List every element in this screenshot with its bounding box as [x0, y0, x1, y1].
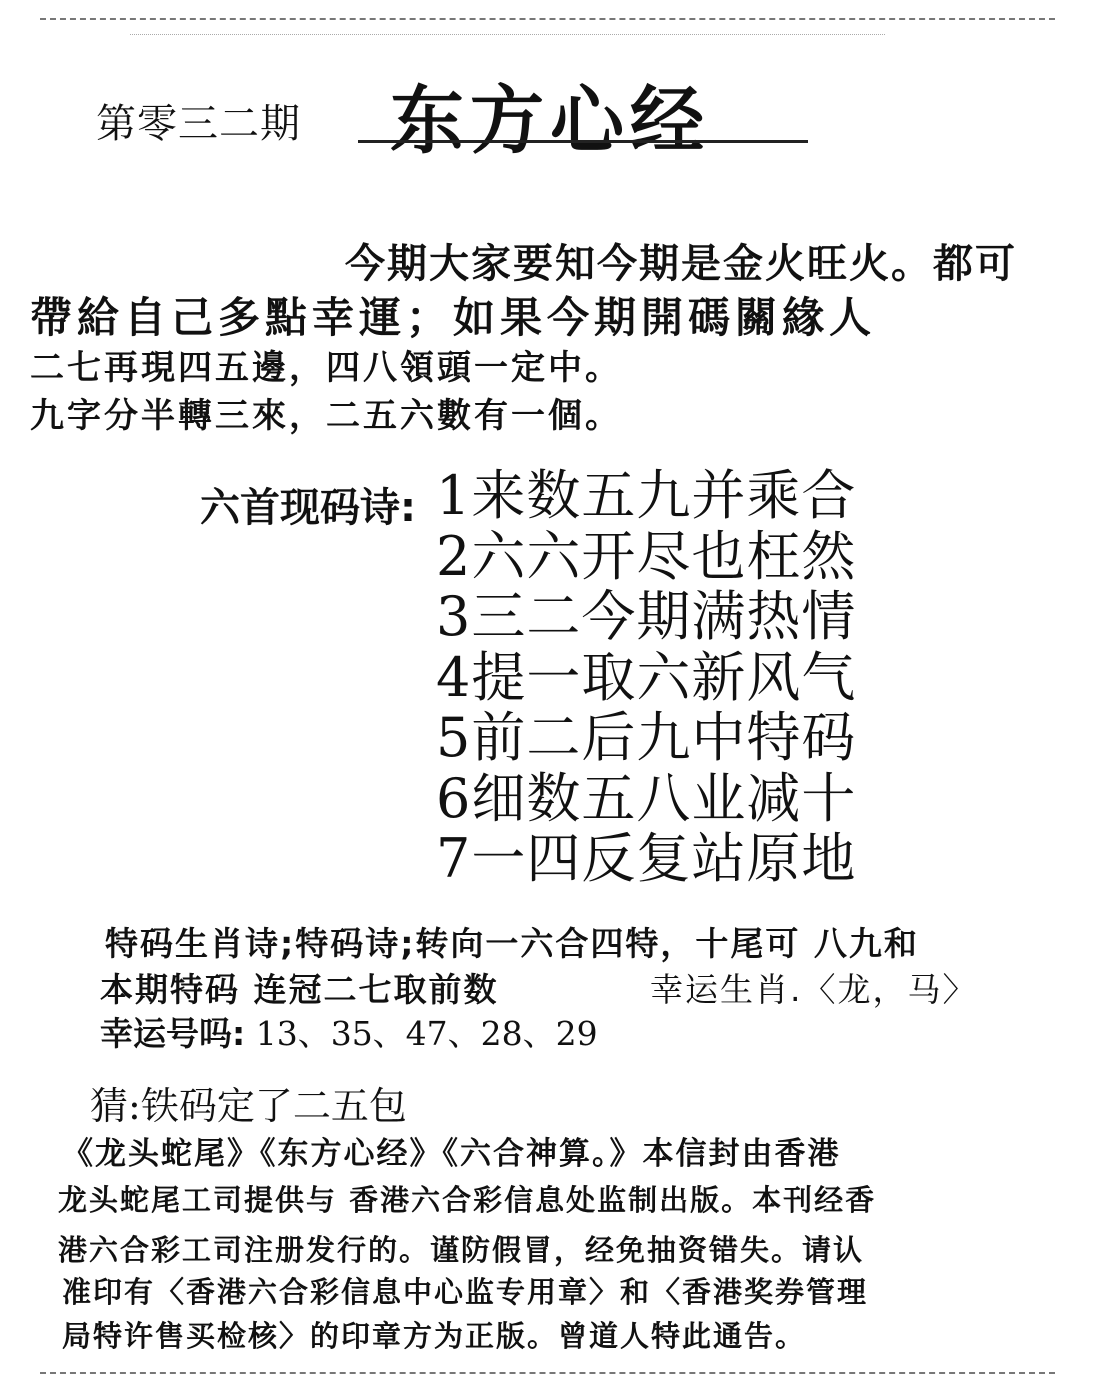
top-dashed-rule — [40, 18, 1055, 20]
notice-line-3: 港六合彩工司注册发行的。谨防假冒，经免抽资错失。请认 — [58, 1233, 865, 1267]
bottom-dashed-rule — [40, 1372, 1055, 1374]
special-code-poem: 特码生肖诗;特码诗;转向一六合四特，十尾可 八九和 — [105, 924, 919, 963]
poem-line: 2六六开尽也枉然 — [436, 524, 857, 588]
top-dotted-rule — [130, 34, 885, 35]
this-issue-special-code: 本期特码 连冠二七取前数 — [100, 970, 499, 1009]
lucky-numbers-values: 13、35、47、28、29 — [255, 1014, 598, 1053]
guess-line — [90, 1075, 407, 1130]
lucky-zodiac: 幸运生肖.〈龙，马〉 — [650, 970, 978, 1009]
poem-line: 6细数五八业减十 — [436, 766, 857, 830]
notice-line-4: 准印有〈香港六合彩信息中心监专用章〉和〈香港奖券管理 — [62, 1275, 869, 1309]
intro-line-1: 今期大家要知今期是金火旺火。都可 — [345, 241, 1017, 287]
poem-line: 3三二今期满热情 — [436, 585, 857, 648]
guess-text: 铁码定了二五包 — [140, 1084, 407, 1128]
page-title: 东方心经 — [390, 78, 710, 164]
notice-line-1: 《龙头蛇尾》《东方心经》《六合神算。》本信封由香港 — [62, 1136, 841, 1172]
poem-line: 5前二后九中特码 — [436, 706, 857, 769]
intro-line-2: 帶給自己多點幸運；如果今期開碼關緣人 — [30, 293, 877, 342]
guess-label: 猜: — [90, 1084, 141, 1128]
notice-line-2: 龙头蛇尾工司提供与 香港六合彩信息处监制出版。本刊经香 — [58, 1183, 877, 1217]
lucky-numbers-label: 幸运号吗: — [100, 1014, 246, 1053]
issue-number: 第零三二期 — [96, 101, 301, 147]
intro-line-4: 九字分半轉三來，二五六數有一個。 — [30, 396, 622, 436]
poem-label: 六首现码诗: — [200, 485, 416, 531]
poem-line: 4提一取六新风气 — [436, 645, 857, 709]
poem-lines — [436, 466, 856, 890]
intro-line-3: 二七再現四五邊，四八領頭一定中。 — [30, 348, 622, 388]
title-underline — [358, 140, 808, 143]
poem-line: 7一四反复站原地 — [436, 827, 857, 890]
notice-line-5: 局特许售买检核〉的印章方为正版。曾道人特此通告。 — [62, 1319, 807, 1353]
poem-line: 1来数五九并乘合 — [436, 464, 857, 527]
lucky-numbers — [100, 1008, 598, 1055]
